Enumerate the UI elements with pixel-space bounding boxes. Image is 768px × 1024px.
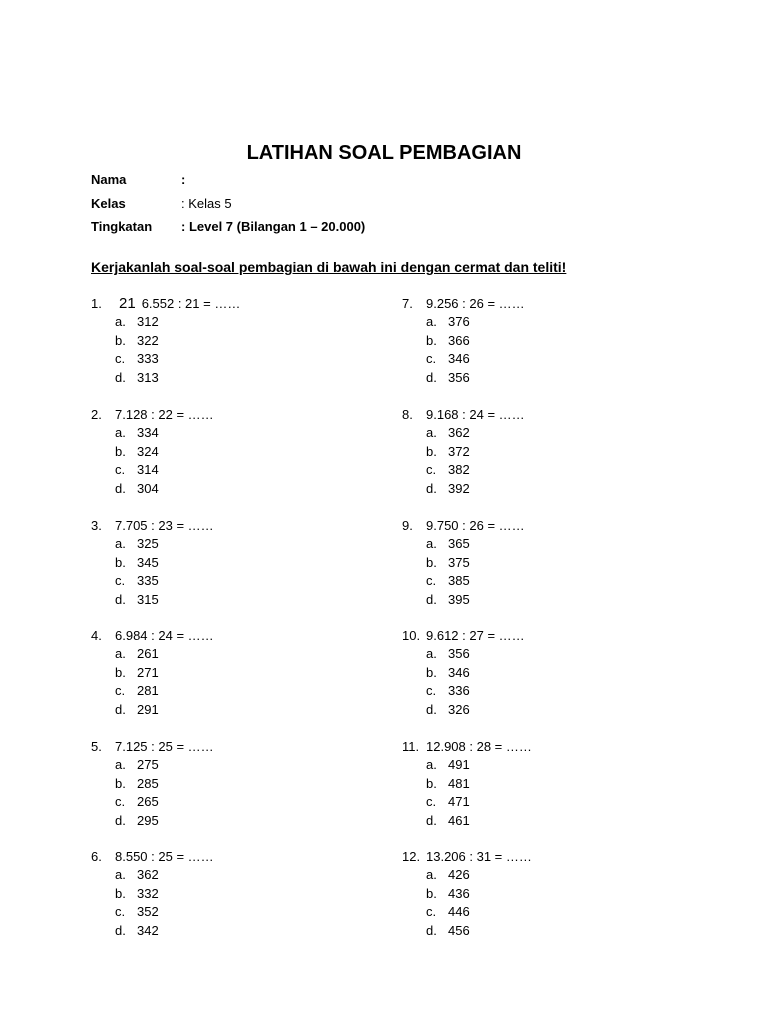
option-d: d. 315 — [115, 591, 159, 607]
option-b: b. 322 — [115, 332, 159, 348]
question-7 — [402, 295, 525, 387]
question-text: 7.128 : 22 = …… — [115, 407, 214, 422]
option-d: d. 392 — [426, 480, 470, 496]
question-text: 7.705 : 23 = …… — [115, 518, 214, 533]
instruction-text: Kerjakanlah soal-soal pembagian di bawah ini dengan cermat dan teliti! — [91, 259, 567, 275]
option-c: c. 385 — [426, 573, 470, 589]
question-text: 9.168 : 24 = …… — [426, 407, 525, 422]
question-text: 6.984 : 24 = …… — [115, 628, 214, 643]
option-a: a. 312 — [115, 314, 159, 330]
info-row-nama — [91, 172, 185, 187]
option-c: c. 314 — [115, 462, 159, 478]
option-a: a. 365 — [426, 536, 470, 552]
option-a: a. 275 — [115, 757, 159, 773]
option-c: c. 333 — [115, 351, 159, 367]
info-row-kelas — [91, 196, 232, 211]
info-label: Nama — [91, 172, 127, 187]
question-text: 13.206 : 31 = …… — [426, 849, 532, 864]
question-9 — [402, 517, 525, 609]
question-number: 4. — [91, 628, 102, 643]
option-a: a. 362 — [115, 867, 159, 883]
option-d: d. 342 — [115, 922, 159, 938]
option-d: d. 295 — [115, 812, 159, 828]
question-11 — [402, 738, 532, 830]
option-b: b. 372 — [426, 443, 470, 459]
option-c: c. 446 — [426, 904, 470, 920]
info-label: Kelas — [91, 196, 126, 211]
option-d: d. 291 — [115, 701, 159, 717]
option-b: b. 332 — [115, 885, 159, 901]
option-d: d. 461 — [426, 812, 470, 828]
option-d: d. 326 — [426, 701, 470, 717]
option-b: b. 366 — [426, 332, 470, 348]
question-number: 6. — [91, 849, 102, 864]
question-text: 7.125 : 25 = …… — [115, 739, 214, 754]
question-text: 9.750 : 26 = …… — [426, 518, 525, 533]
question-6 — [91, 848, 214, 940]
option-b: b. 375 — [426, 554, 470, 570]
option-a: a. 362 — [426, 425, 470, 441]
question-text: 12.908 : 28 = …… — [426, 739, 532, 754]
question-8 — [402, 406, 525, 498]
question-text: 6.552 : 21 = …… — [141, 296, 241, 311]
option-d: d. 356 — [426, 369, 470, 385]
question-2 — [91, 406, 214, 498]
question-number: 10. — [402, 628, 421, 643]
option-b: b. 324 — [115, 443, 159, 459]
option-b: b. 271 — [115, 664, 159, 680]
option-a: a. 261 — [115, 646, 159, 662]
question-number: 5. — [91, 739, 102, 754]
option-b: b. 436 — [426, 885, 470, 901]
option-b: b. 346 — [426, 664, 470, 680]
info-value: : — [181, 172, 186, 187]
option-b: b. 345 — [115, 554, 159, 570]
question-number: 2. — [91, 407, 102, 422]
info-value: : Kelas 5 — [181, 196, 232, 211]
option-c: c. 281 — [115, 683, 159, 699]
option-d: d. 395 — [426, 591, 470, 607]
option-c: c. 335 — [115, 573, 159, 589]
option-a: a. 325 — [115, 536, 159, 552]
option-d: d. 304 — [115, 480, 159, 496]
option-a: a. 376 — [426, 314, 470, 330]
question-3 — [91, 517, 214, 609]
option-a: a. 426 — [426, 867, 470, 883]
question-text: 8.550 : 25 = …… — [115, 849, 214, 864]
option-a: a. 356 — [426, 646, 470, 662]
handwritten-annotation: 21 — [119, 295, 136, 312]
question-number: 11. — [402, 739, 420, 754]
option-d: d. 313 — [115, 369, 159, 385]
question-number: 7. — [402, 296, 413, 311]
info-value: : Level 7 (Bilangan 1 – 20.000) — [181, 219, 366, 234]
question-1 — [91, 295, 240, 387]
question-text: 9.612 : 27 = …… — [426, 628, 525, 643]
info-row-tingkatan — [91, 219, 365, 234]
option-c: c. 346 — [426, 351, 470, 367]
option-c: c. 352 — [115, 904, 159, 920]
option-c: c. 265 — [115, 794, 159, 810]
page-title: LATIHAN SOAL PEMBAGIAN — [246, 142, 522, 164]
option-c: c. 471 — [426, 794, 470, 810]
question-5 — [91, 738, 214, 830]
question-number: 9. — [402, 518, 413, 533]
question-10 — [402, 627, 525, 719]
question-4 — [91, 627, 214, 719]
info-label: Tingkatan — [91, 219, 153, 234]
question-number: 1. — [91, 296, 102, 311]
question-12 — [402, 848, 532, 940]
question-number: 12. — [402, 849, 421, 864]
option-c: c. 336 — [426, 683, 470, 699]
option-d: d. 456 — [426, 922, 470, 938]
option-b: b. 285 — [115, 775, 159, 791]
option-a: a. 491 — [426, 757, 470, 773]
option-a: a. 334 — [115, 425, 159, 441]
option-b: b. 481 — [426, 775, 470, 791]
question-number: 3. — [91, 518, 102, 533]
option-c: c. 382 — [426, 462, 470, 478]
question-text: 9.256 : 26 = …… — [426, 296, 525, 311]
question-number: 8. — [402, 407, 413, 422]
